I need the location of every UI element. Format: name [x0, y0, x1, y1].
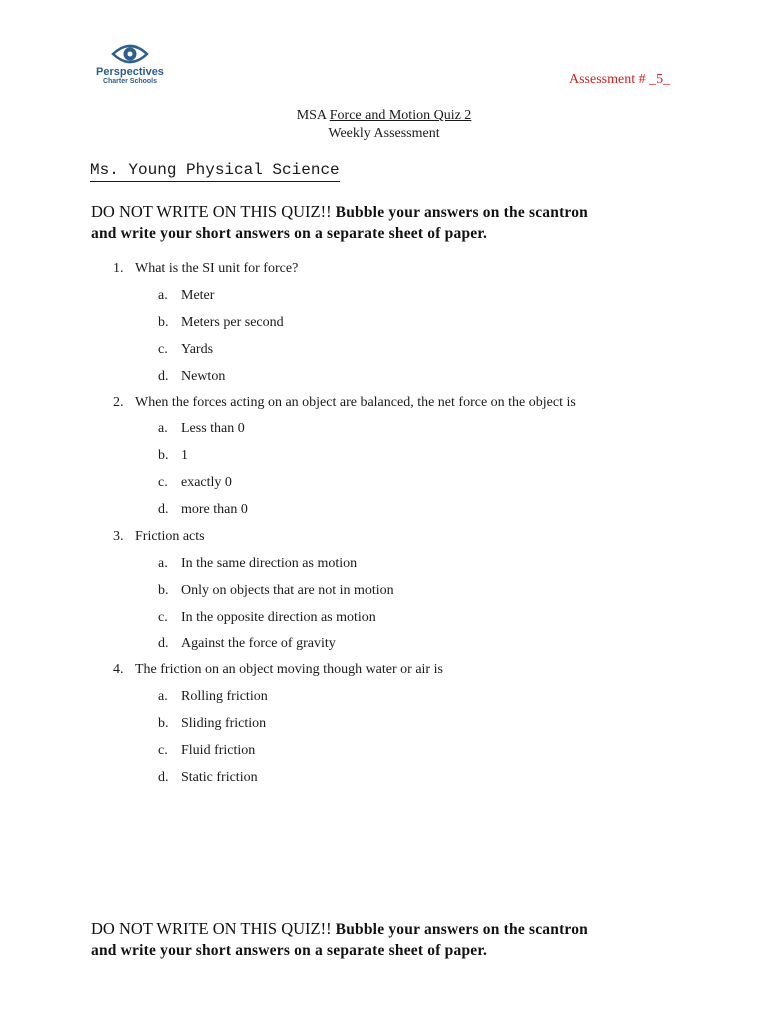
option-text: In the same direction as motion	[181, 556, 358, 571]
option-3c	[158, 609, 376, 627]
option-text: Rolling friction	[181, 689, 268, 704]
option-letter: a.	[158, 288, 168, 303]
teacher-line: Ms. Young Physical Science	[90, 160, 340, 182]
option-1a	[158, 287, 214, 305]
option-letter: d.	[158, 636, 169, 651]
question-text: Friction acts	[135, 529, 205, 544]
option-3b	[158, 582, 394, 600]
question-4	[113, 661, 443, 679]
option-2d	[158, 501, 248, 519]
option-2c	[158, 474, 232, 492]
question-text: The friction on an object moving though water or air is	[135, 662, 443, 677]
option-text: Meter	[181, 288, 215, 303]
option-letter: b.	[158, 716, 169, 731]
option-text: exactly 0	[181, 475, 232, 490]
question-2	[113, 394, 576, 412]
question-1	[113, 260, 298, 278]
question-text: When the forces acting on an object are balanced, the net force on the object is	[135, 395, 576, 410]
option-2b	[158, 447, 188, 465]
option-letter: d.	[158, 502, 169, 517]
option-text: Only on objects that are not in motion	[181, 583, 394, 598]
option-text: more than 0	[181, 502, 248, 517]
question-number: 2.	[113, 395, 124, 410]
option-letter: c.	[158, 475, 168, 490]
option-letter: c.	[158, 743, 168, 758]
quiz-name: Force and Motion Quiz 2	[329, 108, 472, 123]
warning-lead: DO NOT WRITE ON THIS QUIZ!!	[91, 919, 332, 938]
option-text: In the opposite direction as motion	[181, 610, 376, 625]
option-letter: a.	[158, 421, 168, 436]
option-2a	[158, 420, 245, 438]
option-4a	[158, 688, 268, 706]
option-4d	[158, 769, 258, 787]
option-text: Sliding friction	[181, 716, 267, 731]
logo-subtitle: Charter Schools	[102, 78, 158, 85]
option-letter: d.	[158, 770, 169, 785]
quiz-subtitle: Weekly Assessment	[328, 126, 440, 141]
option-letter: c.	[158, 610, 168, 625]
option-letter: a.	[158, 689, 168, 704]
question-text: What is the SI unit for force?	[135, 261, 299, 276]
option-letter: b.	[158, 315, 169, 330]
option-3d	[158, 635, 336, 653]
option-letter: a.	[158, 556, 168, 571]
option-text: Against the force of gravity	[181, 636, 336, 651]
option-text: 1	[181, 448, 188, 463]
option-text: Fluid friction	[181, 743, 256, 758]
option-letter: c.	[158, 342, 168, 357]
school-logo	[90, 42, 170, 86]
warning-line2: and write your short answers on a separate sheet of paper.	[91, 942, 488, 959]
warning-top	[91, 201, 691, 244]
question-number: 1.	[113, 261, 124, 276]
quiz-title	[0, 107, 768, 125]
warning-lead: DO NOT WRITE ON THIS QUIZ!!	[91, 202, 332, 221]
quiz-title-prefix: MSA	[296, 108, 330, 123]
question-number: 4.	[113, 662, 124, 677]
warning-rest: Bubble your answers on the scantron	[331, 921, 588, 938]
question-number: 3.	[113, 529, 124, 544]
option-4b	[158, 715, 266, 733]
option-letter: b.	[158, 583, 169, 598]
option-4c	[158, 742, 255, 760]
assessment-number: Assessment # _5_	[569, 72, 671, 87]
warning-rest: Bubble your answers on the scantron	[331, 204, 588, 221]
option-1c	[158, 341, 213, 359]
option-letter: b.	[158, 448, 169, 463]
logo-name: Perspectives	[96, 66, 164, 78]
option-text: Static friction	[181, 770, 258, 785]
warning-line2: and write your short answers on a separate sheet of paper.	[91, 225, 488, 242]
eye-logo-icon	[111, 42, 149, 66]
option-1b	[158, 314, 284, 332]
option-3a	[158, 555, 357, 573]
warning-bottom	[91, 918, 691, 961]
option-text: Meters per second	[181, 315, 284, 330]
option-text: Less than 0	[181, 421, 245, 436]
option-text: Yards	[181, 342, 214, 357]
option-text: Newton	[181, 369, 226, 384]
question-3	[113, 528, 205, 546]
quiz-title-block	[0, 107, 768, 143]
option-1d	[158, 368, 225, 386]
option-letter: d.	[158, 369, 169, 384]
